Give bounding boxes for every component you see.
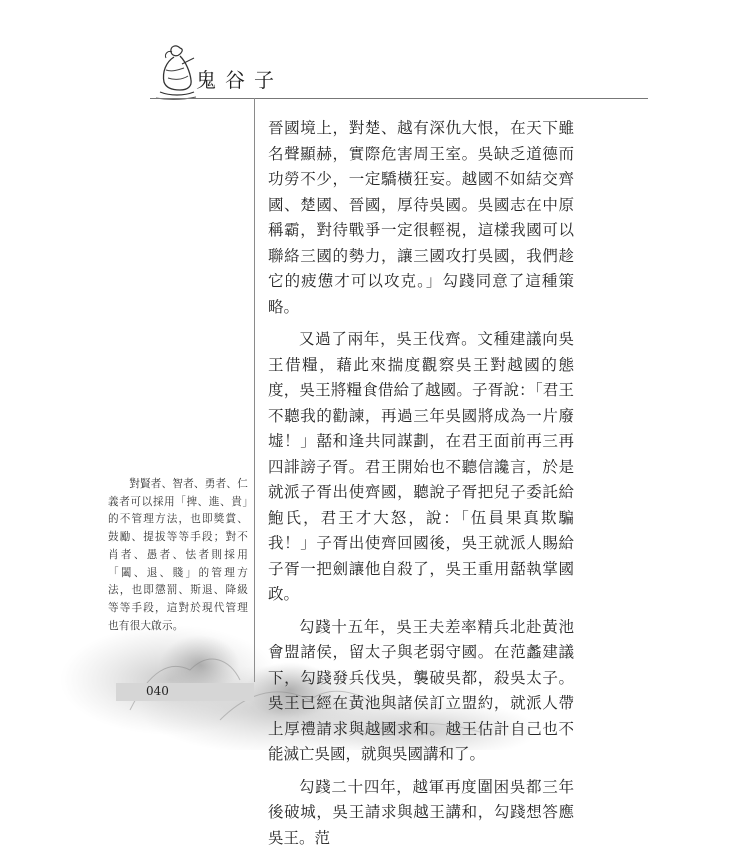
paragraph: 勾踐十五年，吳王夫差率精兵北赴黃池會盟諸侯，留太子與老弱守國。在范蠡建議下，勾踐發兵伐吳，襲破吳都，殺吳太子。吳王已經在黃池與諸侯訂立盟約，就派人帶上厚禮請求與越國求和。越王估計自己也不能滅亡吳國，就與吳國講和了。 xyxy=(268,617,574,763)
header-rule xyxy=(150,98,648,99)
page-number: 040 xyxy=(146,684,169,698)
paragraph: 又過了兩年，吳王伐齊。文種建議向吳王借糧，藉此來揣度觀察吳王對越國的態度，吳王將糧食借給了越國。子胥說：「君王不聽我的勸諫，再過三年吳國將成為一片廢墟！」嚭和逢共同謀劃，在君王面前再三再四誹謗子胥。君王開始也不聽信讒言，於是就派子胥出使齊國，聽說子胥把兒子委託給鮑氏，君王才大怒，說：「伍員果真欺騙我！」子胥出使齊回國後，吳王就派人賜給子胥一把劍讓他自殺了，吳王重用嚭執掌國政。 xyxy=(268,330,574,603)
paragraph: 勾踐二十四年，越軍再度圍困吳都三年後破城，吳王請求與越王講和，勾踐想答應吳王。范 xyxy=(268,777,574,847)
page-number-bar xyxy=(116,683,254,701)
main-text-column xyxy=(268,116,574,858)
sage-figure-icon xyxy=(150,40,200,102)
paragraph: 晉國境上，對楚、越有深仇大恨，在天下雖名聲顯赫，實際危害周王室。吳缺乏道德而功勞不少，一定驕橫狂妄。越國不如結交齊國、楚國、晉國，厚待吳國。吳國志在中原稱霸，對待戰爭一定很輕視，這樣我國可以聯絡三國的勢力，讓三國攻打吳國，我們趁它的疲憊才可以攻克。」勾踐同意了這種策略。 xyxy=(268,119,574,316)
side-note: 對賢者、智者、勇者、仁義者可以採用「捭、進、貴」的不管理方法，也即獎賞、鼓勵、提拔等等手段；對不肖者、愚者、怯者則採用「闔、退、賤」的管理方法，也即懲罰、斯退、降級等等手段，這對於現代管理也有很大啟示。 xyxy=(108,478,248,632)
book-title: 鬼谷子 xyxy=(196,68,283,92)
